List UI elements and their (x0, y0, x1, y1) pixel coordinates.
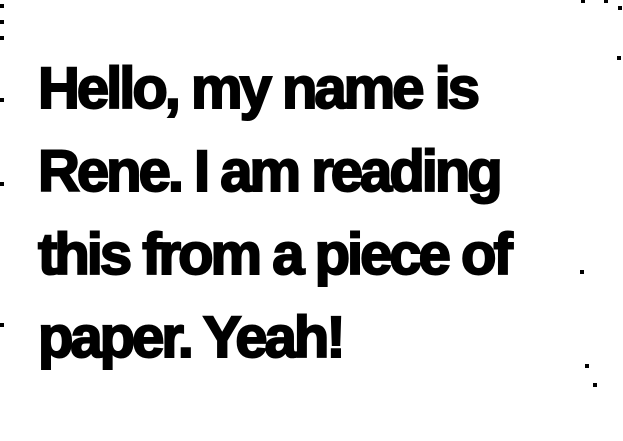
text-line-1: Hello, my name is (38, 56, 477, 121)
text-line-2: Rene. I am reading (38, 139, 500, 204)
scan-speck (0, 36, 4, 40)
scan-speck (0, 4, 4, 8)
text-line-3: this from a piece of (38, 222, 510, 287)
scan-speck (0, 182, 4, 186)
scan-speck (0, 98, 4, 102)
scan-speck (604, 0, 608, 3)
scan-speck (581, 0, 585, 3)
reading-text (38, 47, 578, 379)
scan-speck (593, 383, 597, 387)
text-line-4: paper. Yeah! (38, 305, 343, 370)
scan-speck (617, 56, 621, 60)
scan-speck (585, 364, 589, 368)
scan-speck (0, 323, 4, 327)
scan-speck (0, 20, 4, 24)
scan-speck (580, 270, 584, 274)
scan-speck (618, 6, 622, 10)
